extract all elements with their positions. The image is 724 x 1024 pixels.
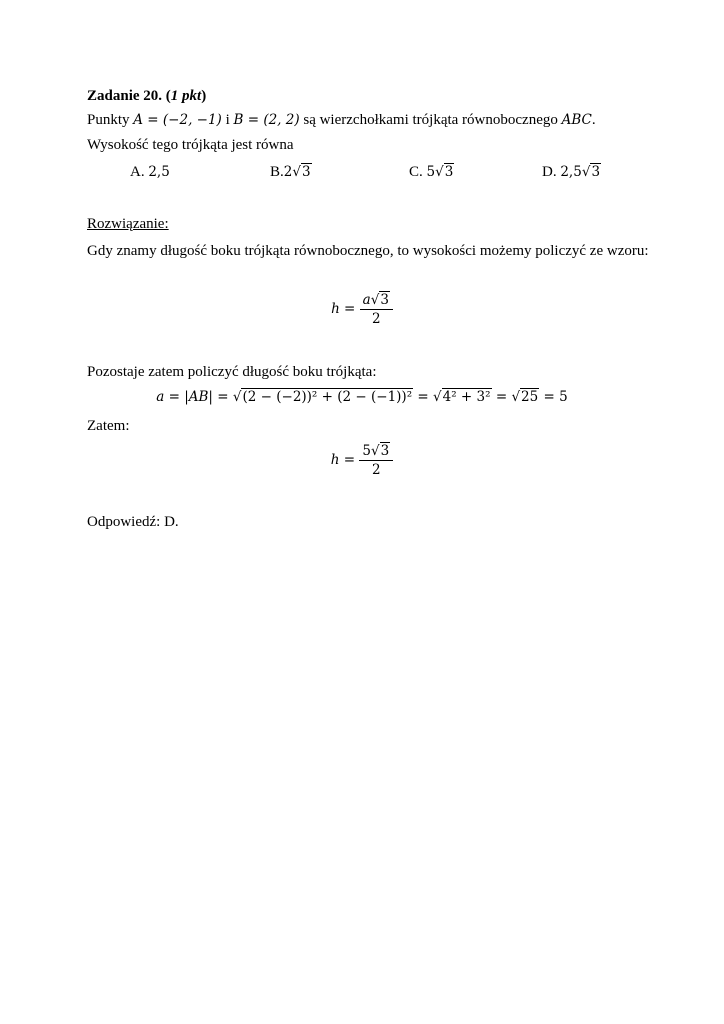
thus-label: Zatem: [87, 418, 130, 434]
formula-lhs: h = [331, 301, 356, 317]
task-points: 1 pkt [170, 88, 202, 104]
sqrt-symbol: √3 [292, 164, 311, 180]
option-radicand: 3 [301, 164, 311, 180]
sqrt-symbol: √3 [581, 164, 601, 180]
task-heading: Zadanie 20. (1 pkt) [87, 88, 207, 104]
answer-line: Odpowiedź: D. [87, 514, 179, 530]
option-value: 2,5 [560, 164, 582, 180]
height-result-formula [0, 443, 724, 478]
sqrt-symbol: √4² + 3² [433, 389, 491, 405]
equals-sign: = [417, 389, 429, 405]
option-radicand: 3 [444, 164, 454, 180]
option-a [130, 162, 170, 182]
fraction-denominator: 2 [372, 462, 381, 478]
side-radicand-1: (2 − (−2))² + (2 − (−1))² [242, 389, 413, 405]
point-b: B = (2, 2) [233, 112, 300, 128]
sqrt-symbol: √3 [435, 164, 454, 180]
formula-fraction [360, 292, 393, 327]
side-lhs: a = |AB| = [156, 389, 229, 405]
task-statement: Punkty A = (−2, −1) i B = (2, 2) są wierzchołkami trójkąta równobocznego ABC. [87, 112, 596, 128]
fraction-coef: 5 [362, 443, 371, 459]
option-value: 5 [426, 164, 436, 180]
side-intro: Pozostaje zatem policzyć długość boku trójkąta: [87, 364, 377, 380]
side-result: = 5 [543, 389, 568, 405]
point-a: A = (−2, −1) [133, 112, 222, 128]
height-formula [0, 292, 724, 327]
statement-conj: i [225, 112, 230, 128]
equals-sign: = [495, 389, 508, 405]
solution-intro: Gdy znamy długość boku trójkąta równobocznego, to wysokości możemy policzyć ze wzoru: [87, 243, 649, 259]
fraction-radicand: 3 [380, 292, 389, 308]
task-title: Zadanie 20. [87, 88, 163, 104]
sqrt-symbol: √(2 − (−2))² + (2 − (−1))² [232, 389, 413, 405]
sqrt-symbol: √3 [371, 443, 390, 459]
sqrt-symbol: √25 [511, 389, 539, 405]
statement-mid: są wierzchołkami trójkąta równobocznego [303, 112, 558, 128]
formula-lhs: h = [330, 452, 356, 468]
option-radicand: 3 [591, 164, 601, 180]
solution-heading: Rozwiązanie: [87, 216, 169, 232]
option-letter: A. [130, 164, 145, 180]
option-c [409, 162, 454, 182]
option-letter: C. [409, 164, 423, 180]
side-radicand-3: 25 [521, 389, 539, 405]
option-d [542, 162, 601, 182]
option-b [270, 162, 312, 182]
option-letter: D. [542, 164, 557, 180]
task-question: Wysokość tego trójkąta jest równa [87, 137, 294, 153]
side-equation [0, 389, 724, 405]
option-value: 2,5 [148, 164, 170, 180]
side-radicand-2: 4² + 3² [442, 389, 491, 405]
fraction-radicand: 3 [380, 443, 390, 459]
triangle-name: ABC [561, 112, 592, 128]
sqrt-symbol: √3 [370, 292, 389, 308]
fraction-denominator: 2 [372, 311, 381, 327]
option-value: 2 [283, 164, 293, 180]
statement-prefix: Punkty [87, 112, 130, 128]
formula-fraction [359, 443, 393, 478]
fraction-coef: a [362, 292, 371, 308]
option-letter: B. [270, 164, 284, 180]
